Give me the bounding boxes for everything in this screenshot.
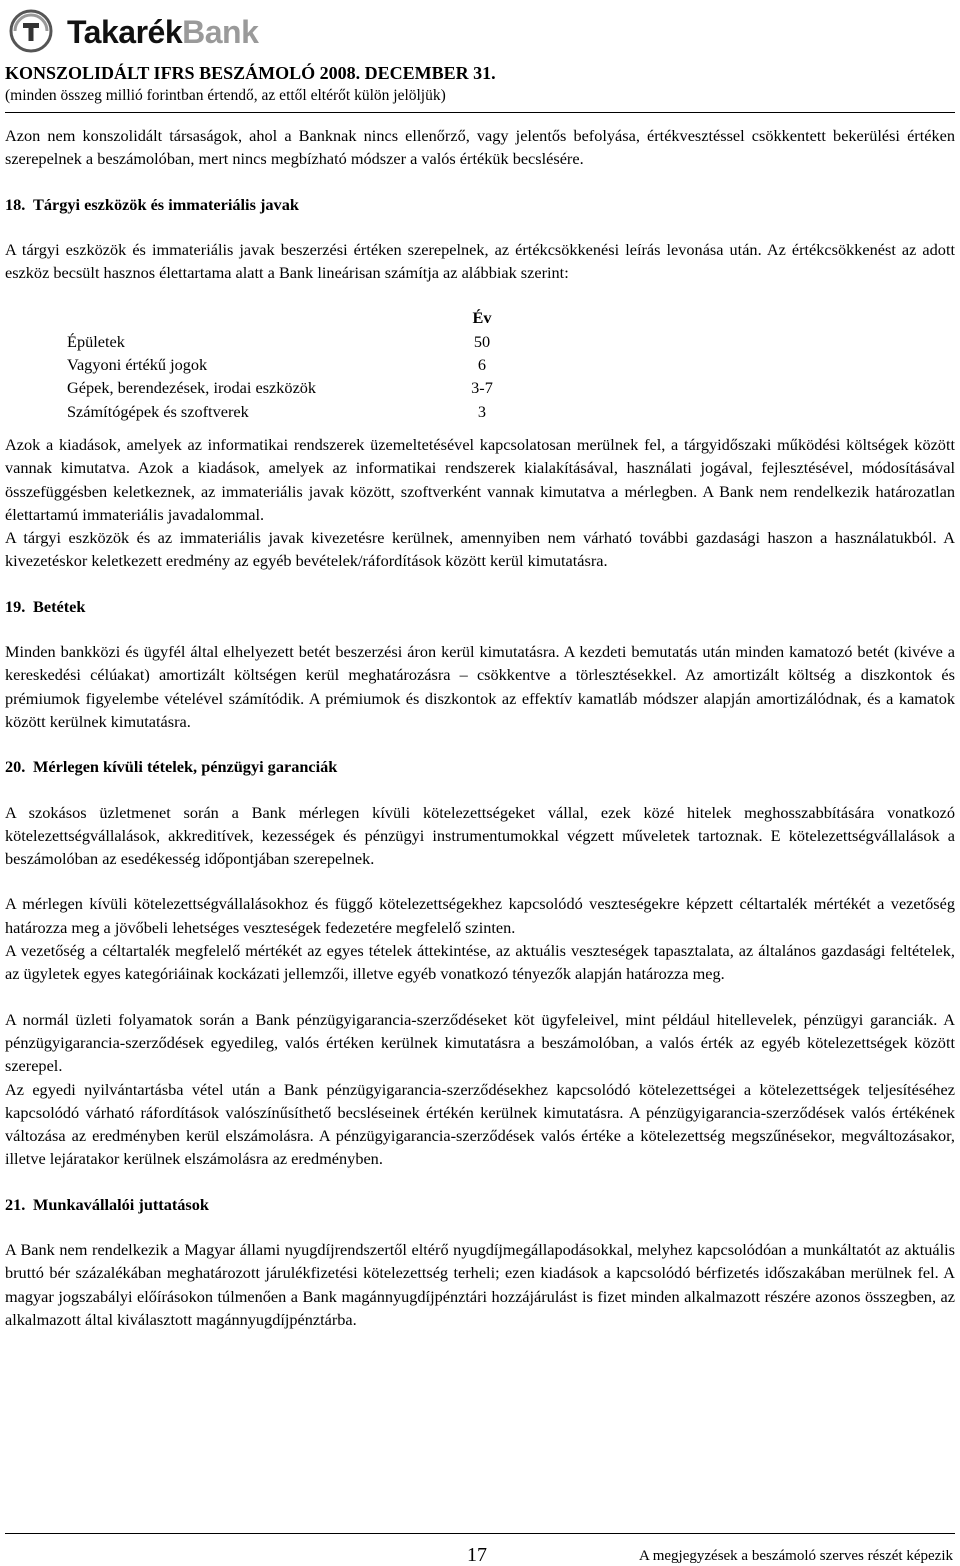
section-20-paragraph-3: A vezetőség a céltartalék megfelelő mértékét az egyes tételek áttekintése, az aktuális veszteségek tapasztalata, az általános gazdasági feltételek, az ügyletek egyes kategóriáinak kockázati jellemzői, illetve egyéb vonatkozó tényezők alapján határozza meg. xyxy=(5,941,955,984)
year-column-header: Év xyxy=(472,308,492,328)
table-row xyxy=(67,353,517,376)
header-divider xyxy=(5,112,955,113)
useful-life-table xyxy=(67,306,517,422)
years-value: 50 xyxy=(473,331,491,351)
years-value: 3 xyxy=(477,401,487,421)
asset-label: Számítógépek és szoftverek xyxy=(67,401,249,421)
section-20-paragraph-1: A szokásos üzletmenet során a Bank mérlegen kívüli kötelezettségeket vállal, ezek közé hitelek meghosszabbítására vonatkozó kötelezettségvállalások, akkreditívek, kezességek és pénzügyi instrumentumokkal végzett műveletek tartoznak. E kötelezettségvállalások a beszámolóban az esedékesség időpontjában szerepelnek. xyxy=(5,802,955,869)
table-row xyxy=(67,400,517,423)
section-number: 20. xyxy=(5,757,26,777)
intro-paragraph: Azon nem konszolidált társaságok, ahol a Banknak nincs ellenőrző, vagy jelentős befolyása, értékvesztéssel csökkentett bekerülési értéken szerepelnek a beszámolóban, mert nincs megbízható módszer a valós értékük becslésére. xyxy=(5,126,955,169)
table-header-row xyxy=(67,306,517,329)
section-19-heading xyxy=(5,595,955,618)
section-number: 21. xyxy=(5,1194,26,1214)
section-21-heading xyxy=(5,1193,955,1216)
section-20-paragraph-5: Az egyedi nyilvántartásba vétel után a Bank pénzügyigarancia-szerződésekhez kapcsolódó kötelezettségei a kötelezettségek teljesítéséhez kapcsolódó várható ráfordítások valószínűsíthető becsléseinek értékén kerülnek kimutatásra. A pénzügyigarancia-szerződések valós értékének változása az eredményben kerül elszámolásra. A pénzügyigarancia-szerződések valós értéke a kötelezettség megszűnésekor, megváltozásakor, illetve lejáratakor kerülnek elszámolásra az eredményben. xyxy=(5,1079,955,1169)
section-title: Munkavállalói juttatások xyxy=(33,1194,209,1214)
table-row xyxy=(67,330,517,353)
section-number: 19. xyxy=(5,596,26,616)
takarekbank-logo xyxy=(5,8,345,54)
document-body xyxy=(5,124,955,1331)
section-20-paragraph-4: A normál üzleti folyamatok során a Bank pénzügyigarancia-szerződéseket köt ügyfeleivel, mint például hitellevelek, pénzügyi garanciák. A pénzügyigarancia-szerződések egyedileg, valós értéken kerülnek kimutatásra a beszámolóban, a valós érték az egyéb kötelezettségek között szerepel. xyxy=(5,1009,955,1076)
footer-note: A megjegyzések a beszámoló szerves részét képezik xyxy=(638,1548,953,1564)
report-subtitle: (minden összeg millió forintban értendő, az ettől eltérőt külön jelöljük) xyxy=(5,87,446,104)
table-row xyxy=(67,376,517,399)
section-title: Betétek xyxy=(33,596,86,616)
asset-label: Épületek xyxy=(67,331,125,351)
bank-emblem-icon xyxy=(5,8,61,54)
section-21-paragraph-1: A Bank nem rendelkezik a Magyar állami nyugdíjrendszertől eltérő nyugdíjmegállapodásokkal, melyhez kapcsolódóan a munkáltatót az aktuális bruttó bér százalékában meghatározott járulékfizetési kötelezettség terheli; ezen kiadások a kapcsolódó bérfizetés időszakában merülnek fel. A magyar jogszabályi előírásokon túlmenően a Bank magánnyugdíjpénztári hozzájárulást is fizet minden alkalmazott részére azonos összegben, az alkalmazott által kiválasztott magánnyugdíjpénztárba. xyxy=(5,1239,955,1329)
report-title: KONSZOLIDÁLT IFRS BESZÁMOLÓ 2008. DECEMBER 31. xyxy=(5,63,496,83)
asset-label: Vagyoni értékű jogok xyxy=(67,355,208,375)
section-19-paragraph-1: Minden bankközi és ügyfél által elhelyezett betét beszerzési áron kerül kimutatásra. A kezdeti bemutatás után minden kamatozó betét (kivéve a kereskedési célúakat) amortizált költségen kerül meghatározásra – csökkentve a törlesztésekkel. Az amortizált költség a diszkontok és prémiumok figyelembe vételével számítódik. A prémiumok és diszkontok az effektív kamatláb módszer alapján amortizálódnak, és a kamatok között kerülnek kimutatásra. xyxy=(5,642,955,731)
section-title: Tárgyi eszközök és immateriális javak xyxy=(33,194,299,214)
section-18-heading xyxy=(5,193,955,216)
logo-text: TakarékBank xyxy=(67,14,259,50)
logo-wordmark xyxy=(67,14,258,50)
footer-divider xyxy=(5,1533,955,1534)
section-18-paragraph-3: A tárgyi eszközök és az immateriális javak kivezetésre kerülnek, amennyiben nem várható további gazdasági haszon a használatukból. A kivezetéskor keletkezett eredmény az egyéb bevételek/ráfordítások között kerül kimutatásra. xyxy=(5,528,955,571)
section-20-heading xyxy=(5,755,955,778)
years-value: 3-7 xyxy=(471,378,493,398)
page-number: 17 xyxy=(467,1544,487,1566)
section-title: Mérlegen kívüli tételek, pénzügyi garanciák xyxy=(33,757,338,777)
section-20-paragraph-2: A mérlegen kívüli kötelezettségvállalásokhoz és függő kötelezettségekhez kapcsolódó veszteségekre képzett céltartalék mértékét a vezetőség határozza meg a jövőbeli lehetséges veszteségek fedezetére megfelelő szinten. xyxy=(5,894,955,937)
section-18-paragraph-1: A tárgyi eszközök és immateriális javak beszerzési értéken szerepelnek, az értékcsökkenési leírás levonása után. Az értékcsökkenést az adott eszköz becsült hasznos élettartama alatt a Bank lineárisan számítja az alábbiak szerint: xyxy=(5,239,955,283)
asset-label: Gépek, berendezések, irodai eszközök xyxy=(67,378,317,398)
section-number: 18. xyxy=(5,194,26,214)
years-value: 6 xyxy=(477,355,487,375)
section-18-paragraph-2: Azok a kiadások, amelyek az informatikai rendszerek üzemeltetésével kapcsolatosan merülnek fel, a tárgyidőszaki működési költségek között vannak kimutatva. Azok a kiadások, amelyek az informatikai rendszerek kialakításával, használati jogával, fejlesztésével, módosításával összefüggésben keletkeznek, az immateriális javak között, szoftverként vannak kimutatva a mérlegben. A Bank nem rendelkezik határozatlan élettartamú immateriális javadalommal. xyxy=(5,434,955,524)
